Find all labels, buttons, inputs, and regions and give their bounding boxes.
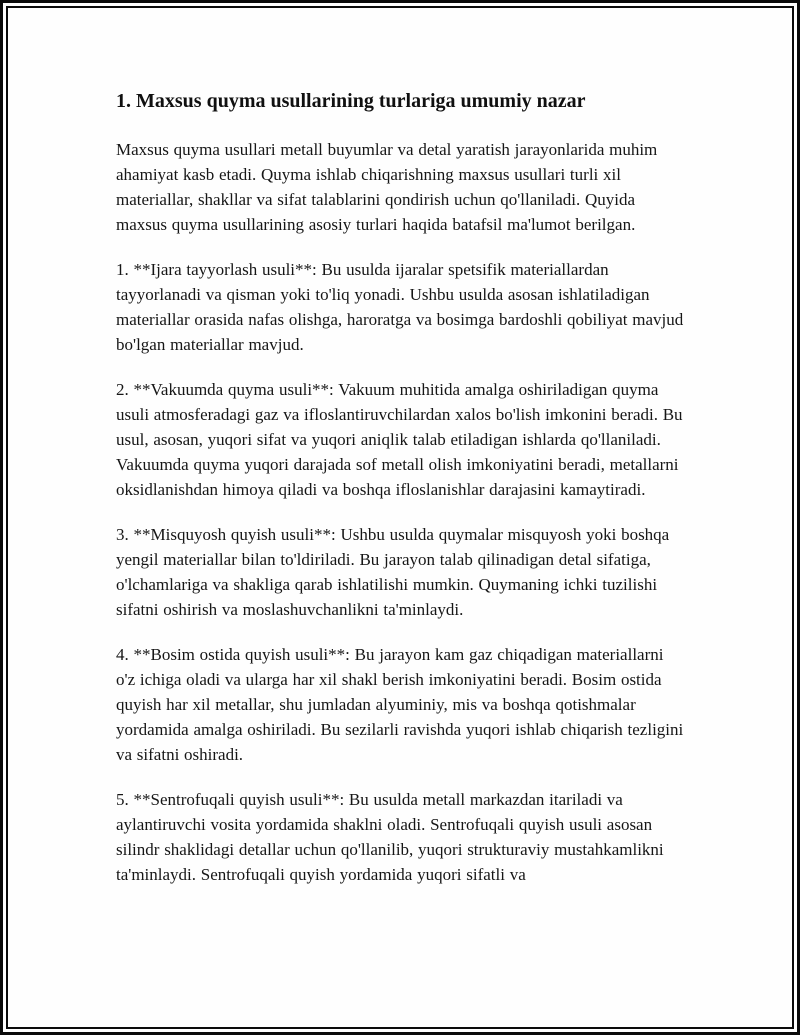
list-item-paragraph-2: 2. **Vakuumda quyma usuli**: Vakuum muhitida amalga oshiriladigan quyma usuli atmosferadagi gaz va ifloslantiruvchilardan xalos bo'lish imkonini beradi. Bu usul, asosan, yuqori sifat va yuqori aniqlik talab etiladigan ishlarda qo'llaniladi. Vakuumda quyma yuqori darajada sof metall olish imkoniyatini beradi, metallarni oksidlanishdan himoya qiladi va boshqa ifloslanishlar darajasini kamaytiradi. — [116, 380, 683, 499]
list-item-paragraph-4: 4. **Bosim ostida quyish usuli**: Bu jarayon kam gaz chiqadigan materiallarni o'z ichiga oladi va ularga har xil shakl berish imkoniyatini beradi. Bosim ostida quyish har xil metallar, shu jumladan alyuminiy, mis va boshqa qotishmalar yordamida amalga oshiriladi. Bu sezilarli ravishda yuqori ishlab chiqarish tezligini va sifatni oshiradi. — [116, 645, 684, 764]
document-inner-border — [6, 6, 794, 1029]
document-title: 1. Maxsus quyma usullarining turlariga umumiy nazar — [116, 90, 586, 112]
list-item-paragraph-3: 3. **Misquyosh quyish usuli**: Ushbu usulda quymalar misquyosh yoki boshqa yengil materiallar bilan to'ldiriladi. Bu jarayon talab qilinadigan detal sifatiga, o'lchamlariga va shakliga qarab ishlatilishi mumkin. Quymaning ichki tuzilishi sifatni oshirish va moslashuvchanlikni ta'minlaydi. — [116, 525, 670, 619]
list-item-paragraph-5: 5. **Sentrofuqali quyish usuli**: Bu usulda metall markazdan itariladi va aylantiruvchi vosita yordamida shaklni oladi. Sentrofuqali quyish usuli asosan silindr shaklidagi detallar uchun qo'llanilib, yuqori strukturaviy mustahkamlikni ta'minlaydi. Sentrofuqali quyish yordamida yuqori sifatli va — [116, 790, 664, 884]
list-item-paragraph-1: 1. **Ijara tayyorlash usuli**: Bu usulda ijaralar spetsifik materiallardan tayyorlanadi va qisman yoki to'liq yonadi. Ushbu usulda asosan ishlatiladigan materiallar orasida nafas olishga, haroratga va bosimga bardoshli qobiliyat mavjud bo'lgan materiallar mavjud. — [116, 260, 684, 354]
intro-paragraph: Maxsus quyma usullari metall buyumlar va detal yaratish jarayonlarida muhim ahamiyat kasb etadi. Quyma ishlab chiqarishning maxsus usullari turli xil materiallar, shakllar va sifat talablarini qondirish uchun qo'llaniladi. Quyida maxsus quyma usullarining asosiy turlari haqida batafsil ma'lumot berilgan. — [116, 140, 658, 234]
document-page — [8, 8, 792, 1027]
